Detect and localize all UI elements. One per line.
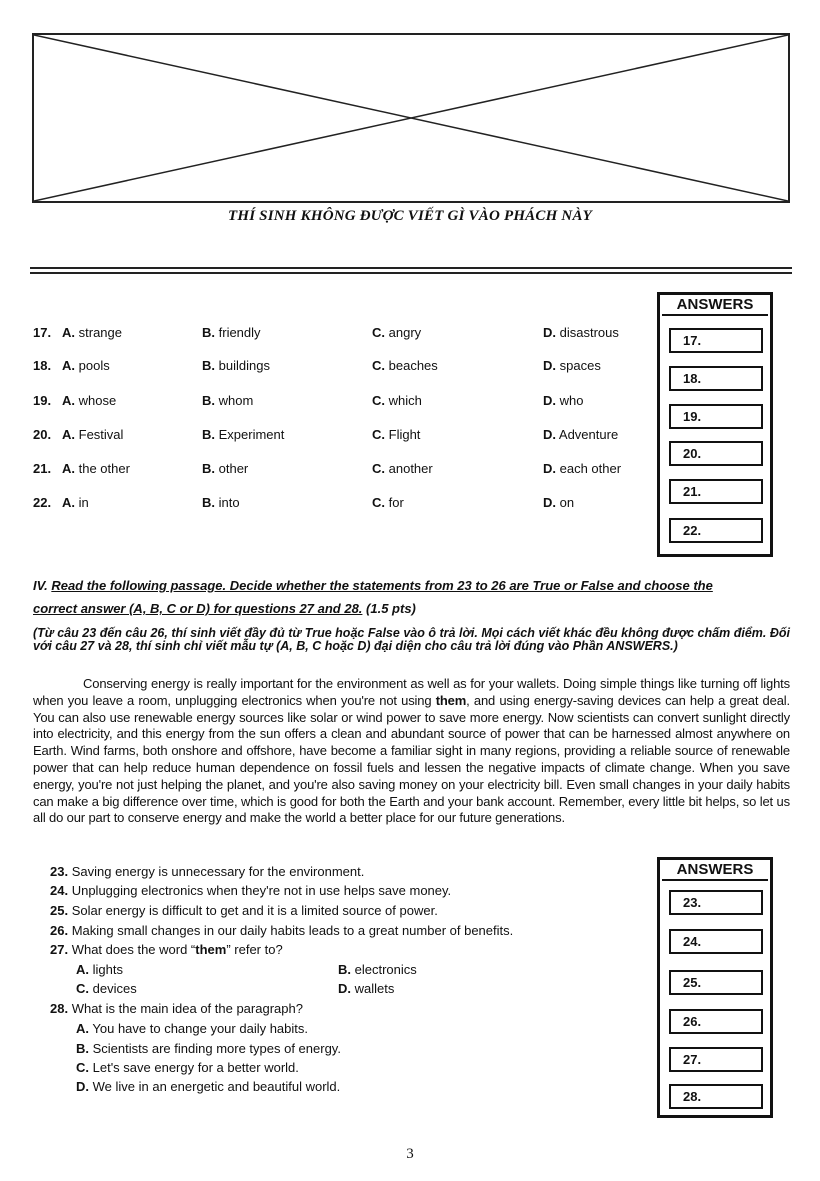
option-d — [543, 495, 574, 510]
option-letter: C. — [372, 358, 385, 373]
question-num: 28. — [50, 1001, 69, 1016]
option-a — [62, 427, 123, 442]
option-text: electronics — [354, 962, 417, 977]
q28-option-c — [76, 1060, 299, 1075]
option-text: Scientists are finding more types of energy. — [92, 1041, 341, 1056]
statement-text: Unplugging electronics when they're not in use helps save money. — [71, 883, 452, 898]
option-d — [543, 325, 619, 340]
option-text: whose — [78, 393, 117, 408]
option-letter: A. — [62, 461, 75, 476]
question-number: 22. — [33, 495, 52, 510]
option-b — [202, 358, 270, 373]
option-letter: D. — [543, 427, 556, 442]
option-letter: A. — [62, 495, 75, 510]
answer-cell-21[interactable]: 21. — [669, 479, 763, 504]
option-text: Festival — [78, 427, 124, 442]
option-letter: B. — [202, 393, 215, 408]
statement-num: 24. — [50, 883, 69, 898]
question-number: 18. — [33, 358, 52, 373]
reading-passage — [33, 676, 790, 827]
vietnamese-instruction: (Từ câu 23 đến câu 26, thí sinh viết đầy đủ từ True hoặc False vào ô trả lời. Mọi cách viết khác đều không được chấm điểm. Đối với câu 27 và 28, thí sinh chỉ viết mẫu tự (A, B, C hoặc D) đại diện cho câu trả lời đúng vào Phần ANSWERS.) — [33, 626, 790, 653]
question-27 — [50, 942, 283, 957]
passage-part2: , and using energy-saving devices can help a great deal. You can also use renewable energy sources like solar or wind power to save more energy. Now scientists can convert sunlight directly into electricity, and this energy from the sun offers a clean and abundant source of power that can be harnessed almost anywhere on Earth. Wind farms, both onshore and offshore, have become a familiar sight in many regions, providing a reliable source of renewable power that can help reduce human dependence on fossil fuels and lessen the negative impacts of climate change. When you save energy, you're not just helping the planet, and you're also saving money on your electricity bill. Even small changes in your daily habits can make a big difference over time, which is good for both the Earth and your bank account. Remember, every little bit helps, so let us all do our part to conserve energy and make the world a better place for our future generations. — [33, 692, 790, 826]
answer-cell-27[interactable]: 27. — [669, 1047, 763, 1072]
answer-cell-24[interactable]: 24. — [669, 929, 763, 954]
option-letter: C. — [76, 1060, 89, 1075]
answer-cell-20[interactable]: 20. — [669, 441, 763, 466]
option-text: other — [218, 461, 249, 476]
option-d — [543, 461, 621, 476]
answer-cell-18[interactable]: 18. — [669, 366, 763, 391]
option-letter: D. — [543, 495, 556, 510]
question-num: 27. — [50, 942, 69, 957]
question-number: 17. — [33, 325, 52, 340]
q27-text-before: What does the word “ — [71, 942, 196, 957]
option-text: in — [78, 495, 89, 510]
divider-top — [30, 267, 792, 269]
option-letter: B. — [76, 1041, 89, 1056]
option-letter: A. — [76, 1021, 89, 1036]
section-numeral: IV. — [33, 578, 48, 593]
option-text: which — [388, 393, 422, 408]
option-a — [62, 461, 130, 476]
option-letter: D. — [338, 981, 351, 996]
question-number: 21. — [33, 461, 52, 476]
option-text: into — [218, 495, 240, 510]
option-letter: B. — [202, 495, 215, 510]
option-text: strange — [78, 325, 122, 340]
option-letter: C. — [372, 461, 385, 476]
option-text: on — [559, 495, 575, 510]
option-text: who — [559, 393, 584, 408]
option-letter: B. — [202, 461, 215, 476]
option-text: lights — [92, 962, 123, 977]
option-letter: D. — [543, 325, 556, 340]
option-letter: C. — [372, 495, 385, 510]
option-c — [372, 325, 421, 340]
option-letter: A. — [62, 358, 75, 373]
option-text: Let's save energy for a better world. — [92, 1060, 299, 1075]
option-text: We live in an energetic and beautiful world. — [92, 1079, 341, 1094]
cross-lines — [34, 35, 788, 201]
option-letter: B. — [338, 962, 351, 977]
option-text: beaches — [388, 358, 438, 373]
option-text: pools — [78, 358, 110, 373]
option-c — [372, 427, 420, 442]
option-text: each other — [559, 461, 622, 476]
option-text: You have to change your daily habits. — [92, 1021, 309, 1036]
section-instruction-line2: correct answer (A, B, C or D) for questions 27 and 28. — [33, 601, 363, 616]
statement-num: 23. — [50, 864, 69, 879]
option-letter: A. — [62, 393, 75, 408]
phach-note: THÍ SINH KHÔNG ĐƯỢC VIẾT GÌ VÀO PHÁCH NÀY — [227, 208, 593, 224]
option-c — [372, 461, 433, 476]
phach-box — [32, 33, 790, 203]
section-points: (1.5 pts) — [366, 601, 416, 616]
section-iv-heading-2 — [33, 601, 778, 616]
option-text: Adventure — [558, 427, 619, 442]
option-letter: D. — [543, 461, 556, 476]
option-b — [202, 495, 240, 510]
question-28 — [50, 1001, 303, 1016]
option-d — [543, 393, 583, 408]
q27-option-b — [338, 962, 417, 977]
option-text: spaces — [559, 358, 601, 373]
option-b — [202, 393, 253, 408]
statement-num: 25. — [50, 903, 69, 918]
answer-cell-28[interactable]: 28. — [669, 1084, 763, 1109]
answer-cell-17[interactable]: 17. — [669, 328, 763, 353]
option-letter: B. — [202, 358, 215, 373]
option-letter: D. — [543, 358, 556, 373]
option-letter: C. — [372, 325, 385, 340]
statement-text: Solar energy is difficult to get and it is a limited source of power. — [71, 903, 438, 918]
option-d — [543, 358, 601, 373]
statement-24 — [50, 883, 451, 898]
statement-text: Saving energy is unnecessary for the environment. — [71, 864, 365, 879]
option-letter: A. — [62, 427, 75, 442]
option-c — [372, 393, 422, 408]
answer-cell-25[interactable]: 25. — [669, 970, 763, 995]
option-text: friendly — [218, 325, 261, 340]
q28-option-b — [76, 1041, 341, 1056]
option-letter: C. — [372, 393, 385, 408]
q28-option-d — [76, 1079, 340, 1094]
option-letter: C. — [76, 981, 89, 996]
option-b — [202, 325, 261, 340]
option-a — [62, 495, 89, 510]
answer-cell-23[interactable]: 23. — [669, 890, 763, 915]
option-b — [202, 461, 248, 476]
answer-cell-22[interactable]: 22. — [669, 518, 763, 543]
divider-bottom — [30, 272, 792, 274]
statement-text: Making small changes in our daily habits leads to a great number of benefits. — [71, 923, 514, 938]
page-number: 3 — [406, 1146, 414, 1162]
q27-option-a — [76, 962, 123, 977]
question-text: What is the main idea of the paragraph? — [71, 1001, 303, 1016]
statement-26 — [50, 923, 513, 938]
passage-bold-them: them — [435, 692, 467, 708]
answers-title: ANSWERS — [662, 295, 768, 316]
section-instruction-line1: Read the following passage. Decide whether the statements from 23 to 26 are True or False and choose the — [51, 578, 713, 593]
option-text: the other — [78, 461, 130, 476]
question-number: 20. — [33, 427, 52, 442]
option-a — [62, 393, 116, 408]
statement-23 — [50, 864, 364, 879]
option-letter: B. — [202, 427, 215, 442]
option-text: for — [388, 495, 404, 510]
q27-text-bold: them — [195, 942, 227, 957]
option-text: whom — [218, 393, 254, 408]
passage-part1: Conserving energy is really important for the environment as well as for your wallets. Doing simple things like turning off lights when you leave a room, unplugging electronics when you're not using — [33, 676, 790, 708]
option-a — [62, 358, 110, 373]
option-letter: B. — [202, 325, 215, 340]
option-b — [202, 427, 284, 442]
option-d — [543, 427, 618, 442]
option-letter: C. — [372, 427, 385, 442]
option-c — [372, 358, 438, 373]
section-iv-heading — [33, 578, 778, 593]
q27-option-d — [338, 981, 394, 996]
option-a — [62, 325, 122, 340]
q27-option-c — [76, 981, 137, 996]
option-text: another — [388, 461, 433, 476]
option-text: devices — [92, 981, 137, 996]
option-text: buildings — [218, 358, 270, 373]
question-number: 19. — [33, 393, 52, 408]
answer-cell-19[interactable]: 19. — [669, 404, 763, 429]
option-text: Flight — [388, 427, 421, 442]
option-letter: D. — [543, 393, 556, 408]
answer-cell-26[interactable]: 26. — [669, 1009, 763, 1034]
option-c — [372, 495, 404, 510]
q28-option-a — [76, 1021, 308, 1036]
option-text: wallets — [354, 981, 395, 996]
option-letter: A. — [62, 325, 75, 340]
statement-25 — [50, 903, 438, 918]
option-text: Experiment — [218, 427, 285, 442]
option-letter: D. — [76, 1079, 89, 1094]
answers-title-2: ANSWERS — [662, 860, 768, 881]
statement-num: 26. — [50, 923, 69, 938]
q27-text-after: ” refer to? — [226, 942, 283, 957]
option-text: angry — [388, 325, 422, 340]
option-text: disastrous — [559, 325, 619, 340]
option-letter: A. — [76, 962, 89, 977]
